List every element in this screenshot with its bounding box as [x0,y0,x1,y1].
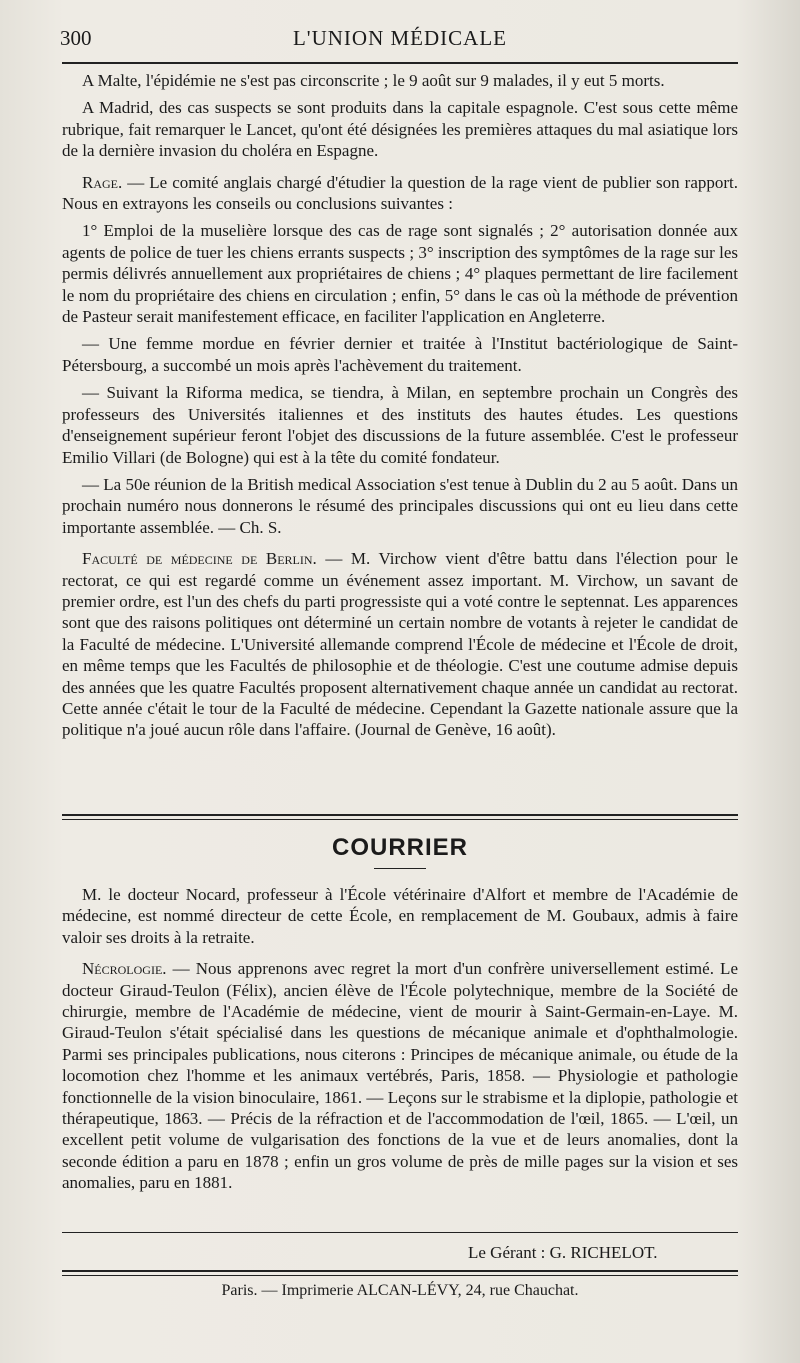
section-rule-top [62,814,738,816]
signature: Le Gérant : G. RICHELOT. [468,1243,658,1262]
rage-heading: Rage. [82,172,123,192]
courrier-underline [374,868,426,869]
rage-paragraph [62,172,738,215]
malte-paragraph: A Malte, l'épidémie ne s'est pas circonscrite ; le 9 août sur 9 malades, il y eut 5 morts. [82,71,665,90]
printer-imprint: Paris. — Imprimerie ALCAN-LÉVY, 24, rue Chauchat. [221,1282,579,1299]
necrologie-heading: Nécrologie. [82,959,167,979]
nocard-paragraph: M. le docteur Nocard, professeur à l'École vétérinaire d'Alfort et membre de l'Académie de médecine, est nommé directeur de cette École, en remplacement de M. Goubaux, admis à faire valoir ses droits à la retraite. [62,885,738,947]
berlin-paragraph [62,548,738,741]
milan-congress-paragraph: — Suivant la Riforma medica, se tiendra, à Milan, en septembre prochain un Congrès des professeurs des Universités italiennes et des instituts des hautes études. Les questions d'enseignement supérieur feront l'objet des discussions de la future assemblée. C'est le professeur Emilio Villari (de Bologne) qui est à la tête du comité fondateur. [62,383,738,467]
article-column-top [62,70,738,747]
article-column-bottom [62,884,738,1200]
footer-rule-bottom [62,1275,738,1276]
footer-rule-top [62,1270,738,1272]
page-header [60,22,740,56]
saint-petersbourg-paragraph: — Une femme mordue en février dernier et traitée à l'Institut bactériologique de Saint-Pétersbourg, a succombé un mois après l'achèvement du traitement. [62,334,738,375]
journal-title: L'UNION MÉDICALE [292,26,507,50]
necrologie-paragraph [62,958,738,1193]
berlin-heading: Faculté de médecine de Berlin. [82,549,317,569]
courrier-title: COURRIER [331,834,468,861]
section-rule-bottom [62,819,738,820]
header-rule [62,62,738,64]
british-association-paragraph: — La 50e réunion de la British medical Association s'est tenue à Dublin du 2 au 5 août. Dans un prochain numéro nous donnerons le résumé des principales discussions qui ont eu lieu dans cette importante assemblée. — Ch. S. [62,474,738,537]
signature-rule [62,1232,738,1233]
necrologie-text: — Nous apprenons avec regret la mort d'un confrère universellement estimé. Le docteur Giraud-Teulon (Félix), ancien élève de l'École polytechnique, membre de la Société de chirurgie, membre de l'Académie de médecine, vient de mourir à Saint-Germain-en-Laye. M. Giraud-Teulon s'était spécialisé dans les questions de mécanique animale et d'ophthalmologie. Parmi ses principales publications, nous citerons : Principes de mécanique animale, ou étude de la locomotion chez l'homme et les animaux vertébrés, Paris, 1858. — Physiologie et pathologie fonctionnelle de la vision binoculaire, 1861. — Leçons sur le strabisme et la diplopie, pathologie et thérapeutique, 1863. — Précis de la réfraction et de l'accommodation de l'œil, 1865. — L'œil, un excellent petit volume de vulgarisation des fonctions de la vue et de leurs anomalies, dont la seconde édition a paru en 1878 ; enfin un gros volume de près de mille pages sur la vision et ses anomalies, paru en 1881. [62,959,738,1193]
berlin-text: — M. Virchow vient d'être battu dans l'élection pour le rectorat, ce qui est regardé comme un événement assez important. M. Virchow, un savant de premier ordre, est l'un des chefs du parti progressiste qui a voté contre le septennat. Les apparences sont que des raisons politiques ont déterminé un certain nombre de votants à rejeter le candidat de la Faculté de médecine. L'Université allemande comprend l'École de médecine et l'École de droit, en même temps que les Facultés de philosophie et de théologie. C'est une coutume admise depuis des années que les quatre Facultés proposent alternativement chaque année un candidat au rectorat. Cette année c'était le tour de la Faculté de médecine. Cependant la Gazette nationale assure que la politique n'a joué aucun rôle dans l'affaire. (Journal de Genève, 16 août). [62,549,738,740]
rage-list-paragraph: 1° Emploi de la muselière lorsque des cas de rage sont signalés ; 2° autorisation donnée aux agents de police de tuer les chiens errants suspects ; 3° inscription des symptômes de la rage sur les permis délivrés annuellement aux propriétaires de chiens ; 4° plaques permettant de lire facilement le nom du propriétaire des chiens en circulation ; enfin, 5° dans le cas où la méthode de prévention de Pasteur serait manifestement efficace, en faciliter l'application en Angleterre. [62,221,738,327]
page-number: 300 [60,26,92,50]
rage-intro: — Le comité anglais chargé d'étudier la question de la rage vient de publier son rapport. Nous en extrayons les conseils ou conclusions suivantes : [62,172,738,214]
madrid-paragraph: A Madrid, des cas suspects se sont produits dans la capitale espagnole. C'est sous cette même rubrique, fait remarquer le Lancet, qu'ont été désignées les premières attaques du mal asiatique lors de la dernière invasion du choléra en Espagne. [62,98,738,161]
